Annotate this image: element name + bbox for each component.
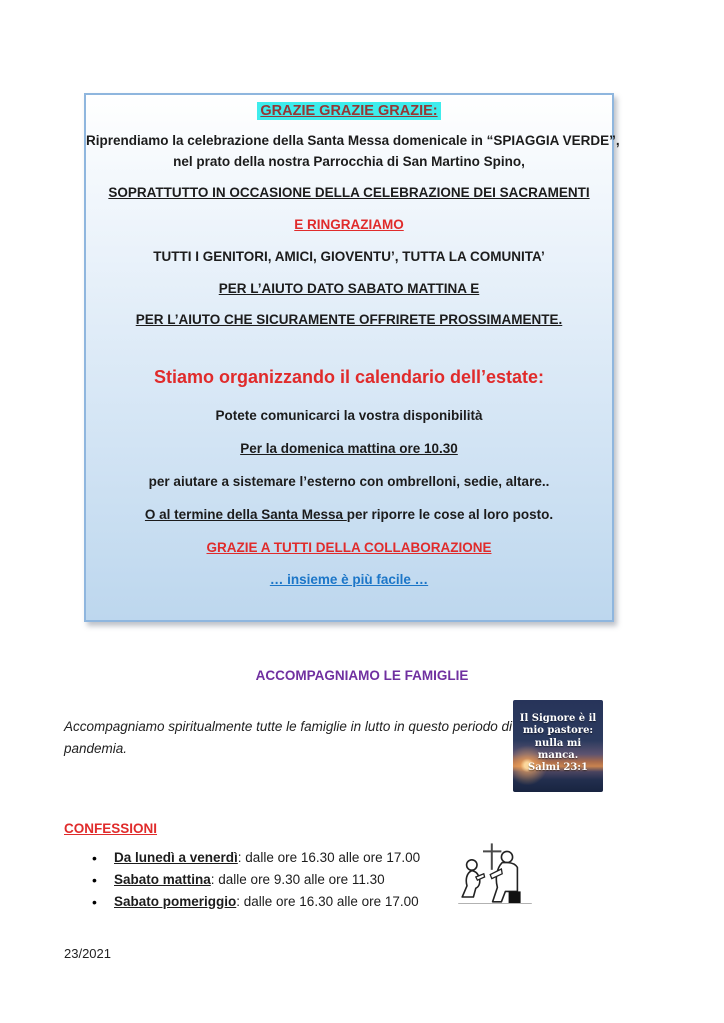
notice-aiutare: per aiutare a sistemare l’esterno con ombrelloni, sedie, altare.. (148, 474, 550, 489)
notice-termine-underlined: O al termine della Santa Messa (144, 507, 347, 522)
notice-calendario: Stiamo organizzando il calendario dell’estate: (153, 367, 545, 387)
notice-box (84, 93, 620, 622)
notice-disponibilita: Potete comunicarci la vostra disponibilità (215, 408, 483, 423)
psalm-line: nulla mi (534, 737, 582, 749)
confession-day: Da lunedì a venerdì (114, 850, 238, 865)
notice-aiuto-prossimo: PER L’AIUTO CHE SICURAMENTE OFFRIRETE PROSSIMAMENTE. (135, 312, 563, 327)
confession-hours: : dalle ore 16.30 alle ore 17.00 (236, 894, 419, 909)
notice-intro-line1: Riprendiamo la celebrazione della Santa Messa domenicale in “SPIAGGIA VERDE”, (86, 133, 620, 148)
notice-tutti: TUTTI I GENITORI, AMICI, GIOVENTU’, TUTTA LA COMUNITA’ (153, 249, 545, 264)
footer-issue-number: 23/2021 (64, 946, 111, 961)
psalm-line: Il Signore è il (519, 713, 597, 724)
confession-day: Sabato pomeriggio (114, 894, 237, 909)
confession-hours: : dalle ore 9.30 alle ore 11.30 (210, 872, 385, 887)
confession-hours: : dalle ore 16.30 alle ore 17.00 (237, 850, 421, 865)
confessions-heading: CONFESSIONI (64, 821, 158, 836)
notice-sacramenti: SOPRATTUTTO IN OCCASIONE DELLA CELEBRAZIONE DEI SACRAMENTI (108, 185, 590, 200)
notice-insieme: … insieme è più facile … (269, 572, 429, 587)
bullet-icon: • (92, 850, 97, 866)
confession-day: Sabato mattina (114, 872, 211, 887)
notice-grazie-collaborazione: GRAZIE A TUTTI DELLA COLLABORAZIONE (206, 540, 492, 555)
notice-title-highlight: GRAZIE GRAZIE GRAZIE: (257, 102, 440, 120)
psalm-image (513, 700, 603, 792)
list-item (88, 891, 420, 913)
confession-scene-icon (455, 841, 535, 917)
families-paragraph: Accompagniamo spiritualmente tutte le famiglie in lutto in questo periodo di pandemia. (64, 719, 512, 757)
notice-domenica: Per la domenica mattina ore 10.30 (240, 441, 458, 456)
psalm-reference: Salmi 23:1 (528, 762, 588, 774)
psalm-line: manca. (537, 749, 579, 761)
notice-ringraziamo: E RINGRAZIAMO (294, 217, 404, 232)
list-item (88, 847, 420, 869)
notice-aiuto-sabato: PER L’AIUTO DATO SABATO MATTINA E (218, 281, 480, 296)
bullet-icon: • (92, 872, 97, 888)
notice-termine (86, 505, 612, 525)
list-item (88, 869, 420, 891)
notice-title (86, 101, 612, 121)
psalm-line: mio pastore: (522, 725, 594, 737)
notice-intro-line2: nel prato della nostra Parrocchia di San Martino Spino, (173, 154, 525, 169)
notice-termine-rest: per riporre le cose al loro posto. (346, 507, 554, 522)
confession-list (88, 847, 420, 913)
bullet-icon: • (92, 894, 97, 910)
families-heading: ACCOMPAGNIAMO LE FAMIGLIE (255, 668, 469, 683)
